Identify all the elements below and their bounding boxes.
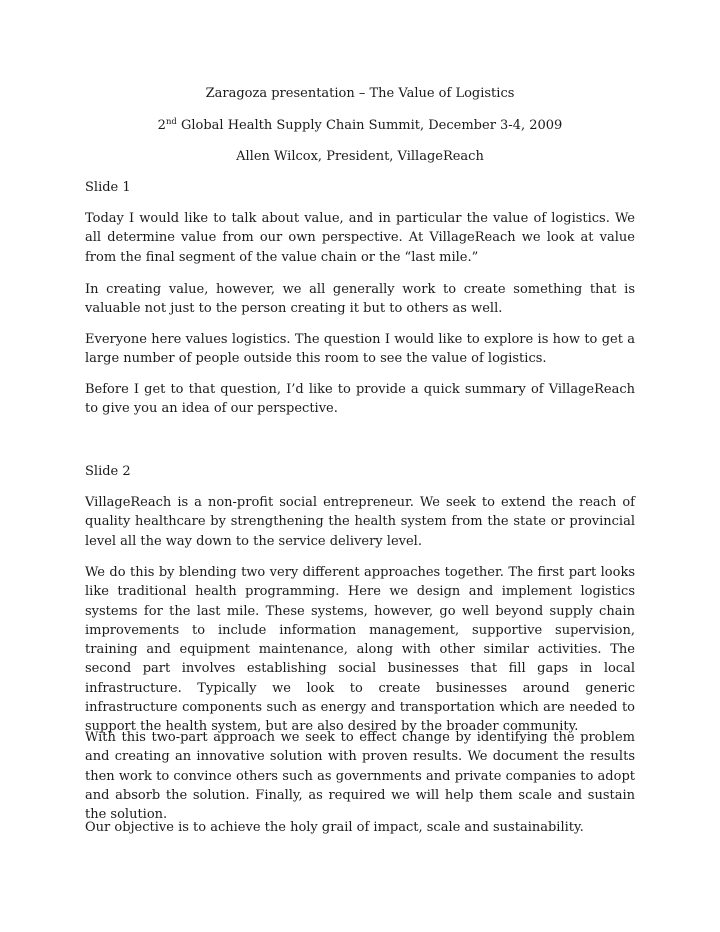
summit-ordinal-suffix: nd: [165, 117, 177, 127]
author-line: Allen Wilcox, President, VillageReach: [236, 149, 484, 164]
slide-2-paragraph-1: VillageReach is a non-profit social entrepreneur. We seek to extend the reach of quality healthcare by strengthening the health system from the state or provincial level all the way down to the service delivery level.: [85, 495, 635, 549]
summit-ordinal: 2: [157, 118, 166, 133]
slide-1-paragraph-2: In creating value, however, we all generally work to create something that is valuable not just to the person creating it but to others as well.: [85, 282, 635, 317]
summit-details: Global Health Supply Chain Summit, December 3-4, 2009: [176, 118, 563, 133]
summit-line: [0, 116, 720, 135]
document-title: Zaragoza presentation – The Value of Logistics: [205, 86, 515, 101]
slide-1-heading: Slide 1: [85, 180, 131, 195]
slide-2-paragraph-2: We do this by blending two very different approaches together. The first part looks like traditional health programming. Here we design and implement logistics systems for the last mile. These systems, however, go well beyond supply chain improvements to include information management, supportive supervision, training and equipment maintenance, along with other similar activities. The second part involves establishing social businesses that fill gaps in local infrastructure. Typically we look to create businesses around generic infrastructure components such as energy and transportation which are needed to support the health system, but are also desired by the broader community.: [85, 565, 635, 735]
slide-1-paragraph-4: Before I get to that question, I’d like to provide a quick summary of VillageReach to give you an idea of our perspective.: [85, 382, 635, 417]
slide-2-heading: Slide 2: [85, 464, 131, 479]
slide-1-paragraph-3: Everyone here values logistics. The question I would like to explore is how to get a large number of people outside this room to see the value of logistics.: [85, 332, 635, 367]
slide-2-paragraph-4: Our objective is to achieve the holy grail of impact, scale and sustainability.: [85, 820, 584, 835]
slide-2-paragraph-3: With this two-part approach we seek to effect change by identifying the problem and creating an innovative solution with proven results. We document the results then work to convince others such as governments and private companies to adopt and absorb the solution. Finally, as required we will help them scale and sustain the solution.: [85, 730, 635, 823]
slide-1-paragraph-1: Today I would like to talk about value, and in particular the value of logistics. We all determine value from our own perspective. At VillageReach we look at value from the final segment of the value chain or the “last mile.”: [85, 211, 635, 265]
